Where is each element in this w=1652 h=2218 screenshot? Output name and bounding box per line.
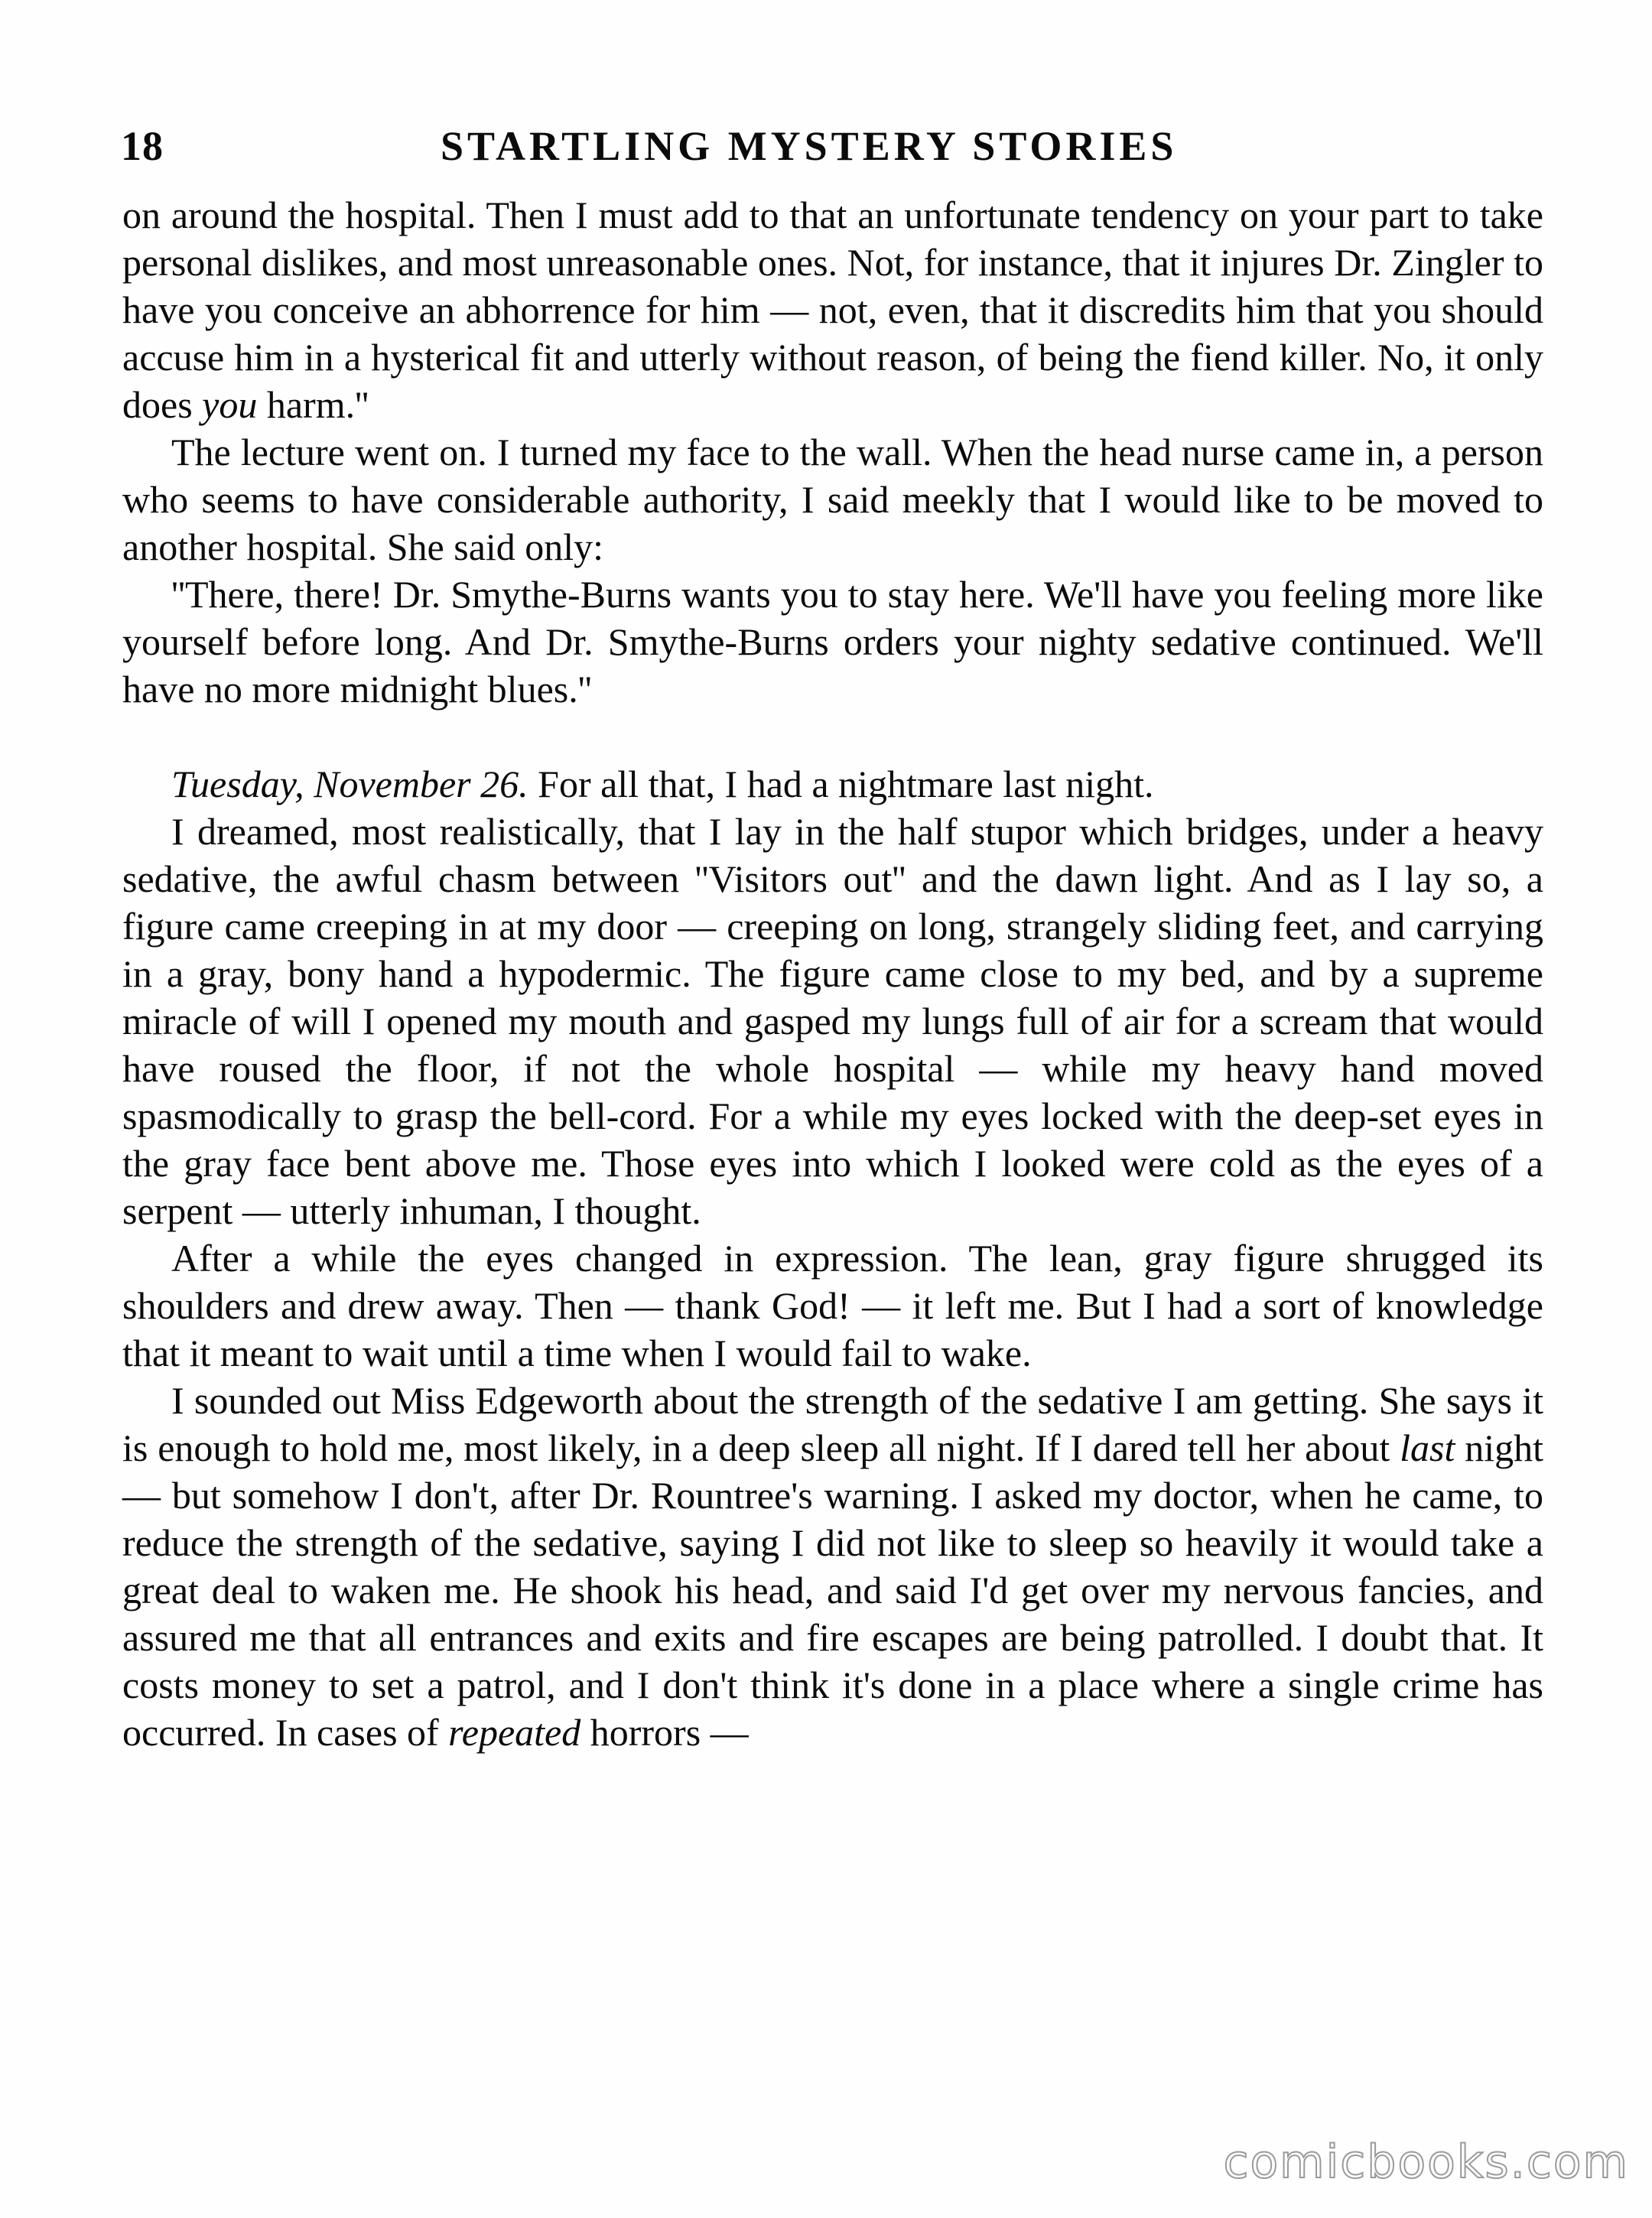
paragraph: After a while the eyes changed in expression. The lean, gray figure shrugged its shoulders and drew away. Then — thank God! — it left me. But I had a sort of knowledge that it meant to wait until a time when I would fail to wake.	[122, 1237, 1543, 1374]
emphasis: you	[202, 383, 258, 426]
diary-dateline: Tuesday, November 26.	[171, 763, 528, 805]
page-header	[121, 122, 1543, 184]
paragraph: I sounded out Miss Edgeworth about the strength of the sedative I am getting. She says it is enough to hold me, most likely, in a deep sleep all night. If I dared tell her about last night — but somehow I don't, after Dr. Rountree's warning. I asked my doctor, when he came, to reduce the strength of the sedative, saying I did not like to sleep so heavily it would take a great deal to waken me. He shook his head, and said I'd get over my nervous fancies, and assured me that all entrances and exits and fire escapes are being patrolled. I doubt that. It costs money to set a patrol, and I don't think it's done in a place where a single crime has occurred. In cases of repeated horrors —	[122, 1379, 1543, 1754]
paragraph: ''There, there! Dr. Smythe-Burns wants you to stay here. We'll have you feeling more like yourself before long. And Dr. Smythe-Burns orders your nighty sedative continued. We'll have no more midnight blues.''	[122, 573, 1543, 711]
watermark-logo: comicbooks.com	[1223, 2135, 1629, 2189]
emphasis: repeated	[448, 1711, 581, 1754]
paragraph: The lecture went on. I turned my face to the wall. When the head nurse came in, a person who seems to have considerable authority, I said meekly that I would like to be moved to another hospital. She said only:	[122, 431, 1543, 568]
emphasis: last	[1400, 1426, 1455, 1469]
paragraph: on around the hospital. Then I must add to that an unfortunate tendency on your part to take personal dislikes, and most unreasonable ones. Not, for instance, that it injures Dr. Zingler to have you conceive an abhorrence for him — not, even, that it discredits him that you should accuse him in a hysterical fit and utterly without reason, of being the fiend killer. No, it only does you harm.''	[122, 194, 1543, 426]
diary-entry-paragraph: Tuesday, November 26. For all that, I had a nightmare last night.	[171, 763, 1154, 805]
paragraph: I dreamed, most realistically, that I lay in the half stupor which bridges, under a heavy sedative, the awful chasm between ''Visitors out'' and the dawn light. And as I lay so, a figure came creeping in at my door — creeping on long, strangely sliding feet, and carrying in a gray, bony hand a hypodermic. The figure came close to my bed, and by a supreme miracle of will I opened my mouth and gasped my lungs full of air for a scream that would have roused the floor, if not the whole hospital — while my heavy hand moved spasmodically to grasp the bell-cord. For a while my eyes locked with the deep-set eyes in the gray face bent above me. Those eyes into which I looked were cold as the eyes of a serpent — utterly inhuman, I thought.	[122, 810, 1543, 1232]
story-text	[122, 191, 1543, 1756]
running-title: STARTLING MYSTERY STORIES	[441, 123, 1178, 169]
page-number: 18	[121, 123, 164, 169]
